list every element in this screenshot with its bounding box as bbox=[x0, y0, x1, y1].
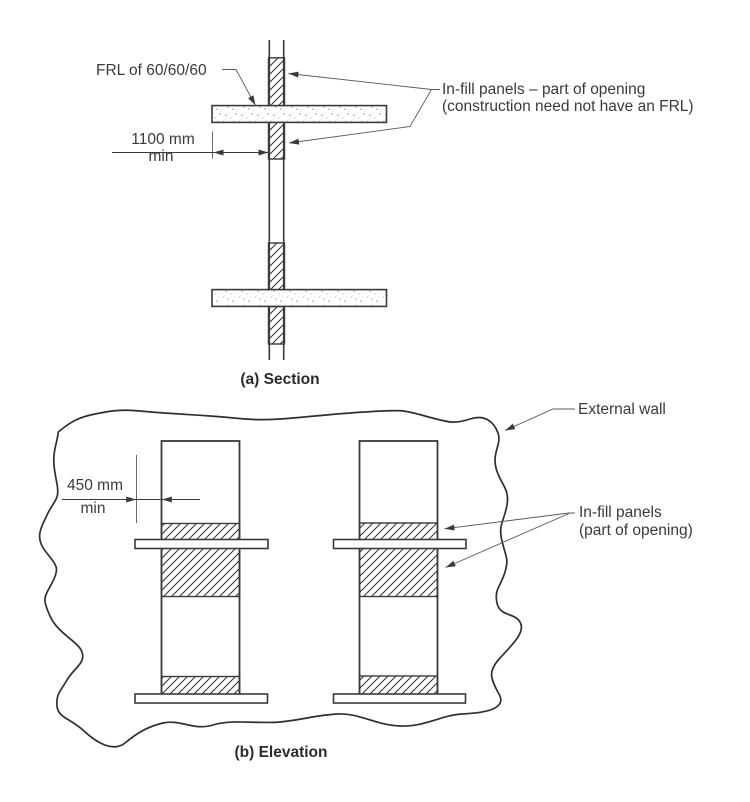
infill-leader-b-upper bbox=[445, 513, 576, 529]
elevation-drawing bbox=[40, 409, 575, 747]
infill-panel-section-2 bbox=[269, 122, 285, 159]
elevation-caption: (b) Elevation bbox=[234, 744, 328, 761]
section-caption: (a) Section bbox=[240, 371, 320, 388]
infill-label-section bbox=[442, 81, 694, 115]
frl-label: FRL of 60/60/60 bbox=[96, 62, 207, 79]
frl-leader-line bbox=[222, 70, 256, 106]
external-wall-leader bbox=[505, 409, 575, 431]
infill-panel-left-bottom bbox=[162, 677, 240, 695]
infill-label-elevation-line1: In-fill panels bbox=[579, 504, 662, 521]
infill-label-elevation bbox=[579, 504, 693, 540]
infill-leader-upper bbox=[289, 74, 441, 90]
slab-band-right-upper bbox=[334, 540, 467, 549]
infill-panel-section-3 bbox=[269, 243, 285, 290]
infill-label-section-line1: In-fill panels – part of opening bbox=[442, 81, 646, 98]
infill-label-elevation-line2: (part of opening) bbox=[579, 522, 693, 539]
section-drawing bbox=[112, 40, 440, 360]
infill-panel-section-4 bbox=[269, 307, 285, 344]
dimension-1100-qualifier: min bbox=[148, 148, 174, 165]
infill-panel-right-mid bbox=[360, 523, 438, 597]
dimension-450-value: 450 mm bbox=[67, 477, 123, 494]
slab-band-left-lower bbox=[135, 694, 268, 703]
infill-panel-section-1 bbox=[269, 58, 285, 106]
floor-slab-upper bbox=[212, 106, 387, 123]
slab-band-right-lower bbox=[334, 694, 466, 703]
infill-label-section-line2: (construction need not have an FRL) bbox=[442, 98, 694, 115]
infill-panel-right-bottom bbox=[360, 676, 438, 695]
dimension-1100-value: 1100 mm bbox=[131, 131, 195, 148]
infill-panel-left-mid bbox=[162, 524, 240, 597]
external-wall-label: External wall bbox=[578, 401, 666, 418]
dimension-450-qualifier: min bbox=[80, 500, 106, 517]
slab-band-left-upper bbox=[135, 540, 268, 549]
floor-slab-lower bbox=[212, 290, 387, 307]
